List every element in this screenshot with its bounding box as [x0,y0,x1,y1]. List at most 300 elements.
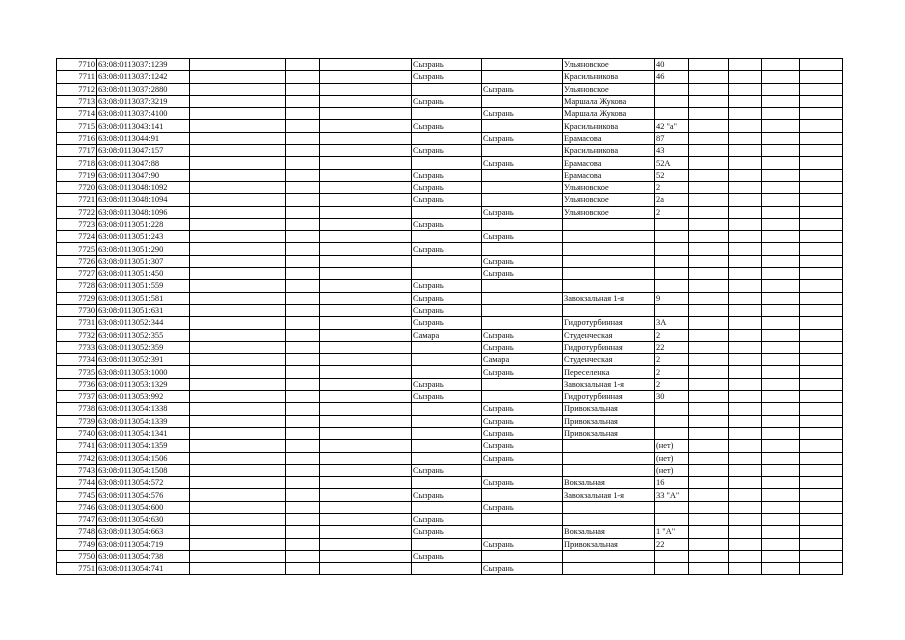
city-cell: Сызрань [412,378,482,390]
table-row [57,83,843,95]
empty-cell [729,157,762,169]
empty-cell [762,452,800,464]
empty-cell [800,366,843,378]
empty-cell [190,108,286,120]
locality-cell [482,550,563,562]
cadastral-number-cell: 63:08:0113054:738 [97,550,190,562]
empty-cell [286,563,320,575]
empty-cell [729,194,762,206]
street-cell: Ерамасова [563,169,655,181]
row-number-cell: 7728 [57,280,97,292]
empty-cell [800,120,843,132]
empty-cell [800,489,843,501]
empty-cell [729,181,762,193]
empty-cell [762,194,800,206]
row-number-cell: 7723 [57,218,97,230]
cadastral-number-cell: 63:08:0113047:88 [97,157,190,169]
locality-cell: Сызрань [482,427,563,439]
table-row [57,538,843,550]
empty-cell [800,59,843,71]
street-cell: Ульяновское [563,59,655,71]
empty-cell [800,464,843,476]
street-cell: Ульяновское [563,194,655,206]
empty-cell [190,145,286,157]
city-cell: Самара [412,329,482,341]
empty-cell [320,427,412,439]
empty-cell [689,391,729,403]
empty-cell [762,440,800,452]
empty-cell [729,108,762,120]
house-cell: 46 [655,71,689,83]
row-number-cell: 7724 [57,231,97,243]
street-cell: Маршала Жукова [563,95,655,107]
empty-cell [320,132,412,144]
locality-cell [482,280,563,292]
table-row [57,464,843,476]
locality-cell [482,489,563,501]
street-cell: Красильникова [563,120,655,132]
empty-cell [190,231,286,243]
cadastral-number-cell: 63:08:0113054:576 [97,489,190,501]
empty-cell [190,354,286,366]
house-cell [655,83,689,95]
locality-cell [482,391,563,403]
house-cell: (нет) [655,464,689,476]
empty-cell [689,206,729,218]
empty-cell [286,157,320,169]
empty-cell [320,206,412,218]
empty-cell [800,181,843,193]
empty-cell [762,403,800,415]
house-cell [655,280,689,292]
table-row [57,501,843,513]
empty-cell [190,550,286,562]
empty-cell [320,477,412,489]
table-row [57,268,843,280]
empty-cell [762,427,800,439]
empty-cell [762,268,800,280]
locality-cell: Сызрань [482,132,563,144]
empty-cell [800,329,843,341]
empty-cell [286,169,320,181]
city-cell [412,206,482,218]
row-number-cell: 7751 [57,563,97,575]
cadastral-number-cell: 63:08:0113054:663 [97,526,190,538]
row-number-cell: 7742 [57,452,97,464]
table-row [57,59,843,71]
empty-cell [762,526,800,538]
city-cell: Сызрань [412,194,482,206]
empty-cell [190,464,286,476]
empty-cell [762,181,800,193]
city-cell [412,354,482,366]
table-row [57,169,843,181]
house-cell [655,403,689,415]
cadastral-number-cell: 63:08:0113043:141 [97,120,190,132]
cadastral-number-cell: 63:08:0113053:992 [97,391,190,403]
street-cell: Переселенка [563,366,655,378]
empty-cell [689,132,729,144]
empty-cell [800,231,843,243]
row-number-cell: 7710 [57,59,97,71]
empty-cell [320,341,412,353]
empty-cell [320,194,412,206]
empty-cell [800,538,843,550]
city-cell [412,83,482,95]
empty-cell [762,304,800,316]
cadastral-number-cell: 63:08:0113053:1329 [97,378,190,390]
empty-cell [190,71,286,83]
street-cell: Привокзальная [563,427,655,439]
empty-cell [689,440,729,452]
cadastral-number-cell: 63:08:0113054:741 [97,563,190,575]
empty-cell [286,71,320,83]
house-cell [655,108,689,120]
empty-cell [689,71,729,83]
empty-cell [286,268,320,280]
row-number-cell: 7739 [57,415,97,427]
locality-cell: Сызрань [482,440,563,452]
empty-cell [190,83,286,95]
city-cell: Сызрань [412,292,482,304]
empty-cell [800,403,843,415]
empty-cell [320,95,412,107]
empty-cell [729,292,762,304]
empty-cell [729,526,762,538]
row-number-cell: 7726 [57,255,97,267]
locality-cell [482,292,563,304]
locality-cell [482,71,563,83]
empty-cell [689,145,729,157]
locality-cell: Сызрань [482,108,563,120]
street-cell: Красильникова [563,71,655,83]
table-row [57,452,843,464]
city-cell: Сызрань [412,550,482,562]
empty-cell [762,231,800,243]
empty-cell [800,145,843,157]
empty-cell [190,489,286,501]
empty-cell [762,354,800,366]
empty-cell [689,194,729,206]
empty-cell [190,59,286,71]
empty-cell [286,206,320,218]
row-number-cell: 7749 [57,538,97,550]
row-number-cell: 7737 [57,391,97,403]
locality-cell: Сызрань [482,83,563,95]
empty-cell [190,366,286,378]
cadastral-table [56,58,843,575]
cadastral-number-cell: 63:08:0113054:1506 [97,452,190,464]
empty-cell [190,452,286,464]
empty-cell [320,550,412,562]
empty-cell [762,59,800,71]
empty-cell [190,169,286,181]
empty-cell [320,501,412,513]
empty-cell [689,59,729,71]
empty-cell [689,255,729,267]
empty-cell [800,243,843,255]
city-cell: Сызрань [412,181,482,193]
empty-cell [286,378,320,390]
empty-cell [320,403,412,415]
house-cell: 2 [655,366,689,378]
empty-cell [320,489,412,501]
empty-cell [729,341,762,353]
table-row [57,108,843,120]
cadastral-number-cell: 63:08:0113054:1508 [97,464,190,476]
empty-cell [762,157,800,169]
empty-cell [762,513,800,525]
row-number-cell: 7750 [57,550,97,562]
street-cell [563,268,655,280]
empty-cell [190,157,286,169]
empty-cell [320,218,412,230]
empty-cell [762,243,800,255]
empty-cell [729,317,762,329]
street-cell [563,304,655,316]
empty-cell [689,280,729,292]
city-cell [412,403,482,415]
empty-cell [190,280,286,292]
empty-cell [729,440,762,452]
row-number-cell: 7727 [57,268,97,280]
empty-cell [800,95,843,107]
cadastral-number-cell: 63:08:0113037:3219 [97,95,190,107]
empty-cell [689,378,729,390]
house-cell [655,427,689,439]
empty-cell [729,452,762,464]
locality-cell [482,464,563,476]
empty-cell [689,231,729,243]
empty-cell [729,538,762,550]
house-cell [655,255,689,267]
street-cell: Ульяновское [563,181,655,193]
table-row [57,194,843,206]
empty-cell [729,218,762,230]
empty-cell [689,538,729,550]
house-cell: 2 [655,378,689,390]
empty-cell [800,108,843,120]
empty-cell [320,378,412,390]
locality-cell: Сызрань [482,477,563,489]
empty-cell [286,341,320,353]
empty-cell [320,268,412,280]
house-cell: 52А [655,157,689,169]
empty-cell [800,194,843,206]
cadastral-number-cell: 63:08:0113051:228 [97,218,190,230]
empty-cell [762,95,800,107]
empty-cell [320,415,412,427]
empty-cell [729,391,762,403]
city-cell: Сызрань [412,464,482,476]
city-cell [412,132,482,144]
row-number-cell: 7713 [57,95,97,107]
empty-cell [762,218,800,230]
empty-cell [689,341,729,353]
street-cell: Студенческая [563,329,655,341]
empty-cell [762,132,800,144]
table-row [57,415,843,427]
table-row [57,181,843,193]
empty-cell [689,304,729,316]
empty-cell [190,181,286,193]
house-cell [655,550,689,562]
empty-cell [689,181,729,193]
empty-cell [729,71,762,83]
empty-cell [729,550,762,562]
empty-cell [729,366,762,378]
row-number-cell: 7747 [57,513,97,525]
table-body [57,59,843,575]
house-cell: 22 [655,341,689,353]
house-cell: 2а [655,194,689,206]
empty-cell [729,415,762,427]
empty-cell [286,59,320,71]
locality-cell [482,120,563,132]
city-cell: Сызрань [412,513,482,525]
empty-cell [286,194,320,206]
empty-cell [320,354,412,366]
house-cell [655,95,689,107]
cadastral-number-cell: 63:08:0113054:1341 [97,427,190,439]
empty-cell [800,268,843,280]
empty-cell [286,280,320,292]
empty-cell [729,255,762,267]
street-cell [563,255,655,267]
city-cell: Сызрань [412,243,482,255]
row-number-cell: 7732 [57,329,97,341]
street-cell [563,218,655,230]
street-cell: Привокзальная [563,415,655,427]
empty-cell [320,563,412,575]
row-number-cell: 7745 [57,489,97,501]
empty-cell [762,169,800,181]
cadastral-number-cell: 63:08:0113052:391 [97,354,190,366]
empty-cell [800,317,843,329]
locality-cell [482,243,563,255]
locality-cell: Сызрань [482,231,563,243]
empty-cell [320,329,412,341]
city-cell [412,366,482,378]
row-number-cell: 7719 [57,169,97,181]
empty-cell [286,452,320,464]
empty-cell [320,292,412,304]
street-cell: Ульяновское [563,83,655,95]
cadastral-number-cell: 63:08:0113054:719 [97,538,190,550]
empty-cell [286,501,320,513]
empty-cell [689,366,729,378]
cadastral-number-cell: 63:08:0113037:1239 [97,59,190,71]
street-cell: Студенческая [563,354,655,366]
city-cell: Сызрань [412,280,482,292]
empty-cell [320,464,412,476]
locality-cell: Сызрань [482,403,563,415]
table-row [57,550,843,562]
empty-cell [762,120,800,132]
locality-cell: Сызрань [482,157,563,169]
empty-cell [762,145,800,157]
empty-cell [729,427,762,439]
empty-cell [320,440,412,452]
empty-cell [190,194,286,206]
empty-cell [190,243,286,255]
cadastral-number-cell: 63:08:0113051:559 [97,280,190,292]
cadastral-number-cell: 63:08:0113051:307 [97,255,190,267]
empty-cell [729,169,762,181]
city-cell: Сызрань [412,391,482,403]
empty-cell [190,563,286,575]
empty-cell [762,550,800,562]
empty-cell [286,464,320,476]
empty-cell [286,132,320,144]
empty-cell [320,317,412,329]
house-cell: 1 "А" [655,526,689,538]
empty-cell [762,83,800,95]
empty-cell [286,329,320,341]
empty-cell [320,526,412,538]
row-number-cell: 7744 [57,477,97,489]
empty-cell [190,501,286,513]
house-cell: 42 "а" [655,120,689,132]
row-number-cell: 7741 [57,440,97,452]
empty-cell [762,538,800,550]
empty-cell [190,132,286,144]
row-number-cell: 7729 [57,292,97,304]
house-cell: (нет) [655,440,689,452]
locality-cell: Сызрань [482,452,563,464]
empty-cell [800,354,843,366]
street-cell: Маршала Жукова [563,108,655,120]
street-cell: Завокзальная 1-я [563,378,655,390]
house-cell [655,501,689,513]
row-number-cell: 7718 [57,157,97,169]
empty-cell [729,231,762,243]
cadastral-number-cell: 63:08:0113054:1338 [97,403,190,415]
table-row [57,255,843,267]
locality-cell: Сызрань [482,563,563,575]
empty-cell [729,378,762,390]
street-cell [563,280,655,292]
empty-cell [286,83,320,95]
empty-cell [800,157,843,169]
empty-cell [689,157,729,169]
city-cell [412,341,482,353]
city-cell: Сызрань [412,95,482,107]
locality-cell: Сызрань [482,366,563,378]
house-cell: (нет) [655,452,689,464]
empty-cell [729,83,762,95]
empty-cell [800,169,843,181]
table-row [57,71,843,83]
empty-cell [800,501,843,513]
city-cell [412,268,482,280]
house-cell [655,304,689,316]
empty-cell [762,329,800,341]
empty-cell [689,464,729,476]
empty-cell [190,526,286,538]
table-row [57,354,843,366]
house-cell: 30 [655,391,689,403]
empty-cell [729,304,762,316]
street-cell: Вокзальная [563,526,655,538]
house-cell: 2 [655,354,689,366]
empty-cell [729,268,762,280]
empty-cell [762,563,800,575]
locality-cell [482,317,563,329]
empty-cell [729,280,762,292]
locality-cell [482,218,563,230]
row-number-cell: 7714 [57,108,97,120]
